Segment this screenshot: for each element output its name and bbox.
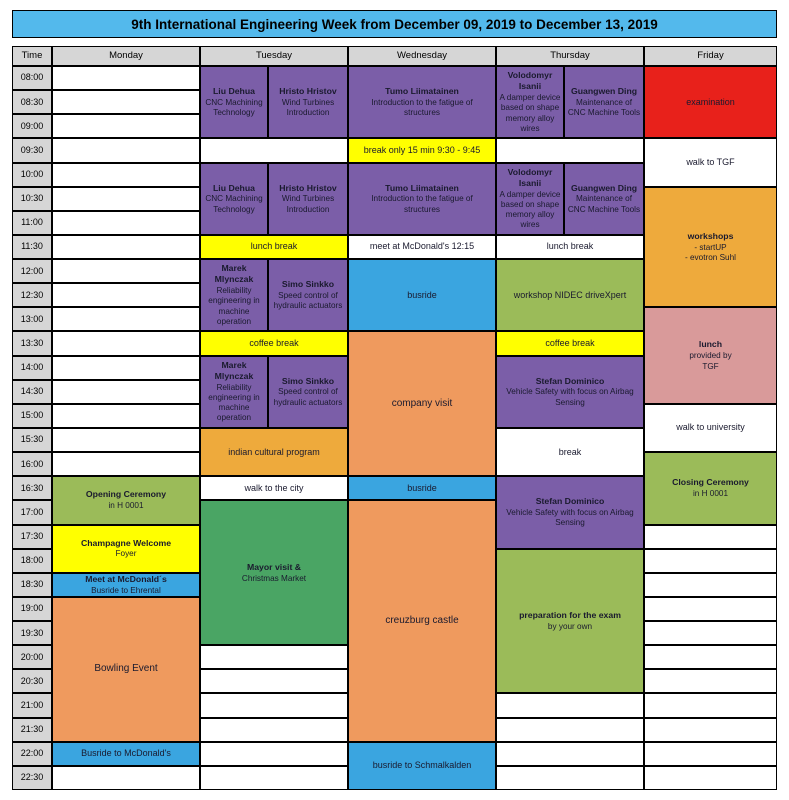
empty-slot (52, 259, 200, 283)
event-subtitle: Christmas Market (241, 573, 307, 583)
event-subtitle: Vehicle Safety with focus on Airbag Sensing (506, 387, 634, 407)
time-label: 22:30 (12, 766, 52, 790)
event-subtitle: CNC Machining Technology (205, 97, 263, 118)
event-tue-indian[interactable] (200, 428, 348, 476)
time-label: 19:00 (12, 597, 52, 621)
event-thu-stefan-1[interactable] (496, 356, 644, 428)
empty-slot (52, 428, 200, 452)
column-header-friday: Friday (644, 46, 777, 66)
column-header-wednesday: Wednesday (348, 46, 496, 66)
event-tue-simo-2[interactable] (268, 356, 348, 428)
empty-slot (644, 718, 777, 742)
time-label: 17:00 (12, 500, 52, 524)
empty-slot (644, 621, 777, 645)
event-title: workshops (687, 230, 734, 241)
time-label: 13:30 (12, 331, 52, 355)
event-thu-volodomyr-1[interactable] (496, 66, 564, 138)
event-wed-break[interactable] (348, 138, 496, 162)
event-title: Liu Dehua (213, 86, 255, 96)
event-subtitle: Wind Turbines Introduction (281, 97, 335, 118)
time-label: 19:30 (12, 621, 52, 645)
event-subtitle: in H 0001 (108, 501, 144, 511)
event-tue-simo-1[interactable] (268, 259, 348, 331)
column-header-tuesday: Tuesday (200, 46, 348, 66)
column-header-thursday: Thursday (496, 46, 644, 66)
event-title: Liu Dehua (213, 182, 255, 193)
empty-slot (52, 356, 200, 380)
event-subtitle: Reliability engineering in machine operation (208, 382, 260, 423)
empty-slot (644, 549, 777, 573)
schedule-grid (12, 46, 777, 790)
event-fri-workshops[interactable] (644, 187, 777, 308)
event-subtitle: Introduction to the fatigue of structures (371, 194, 473, 214)
event-title: Marek Mlynczak (214, 263, 254, 285)
event-title: Volodomyr Isanii (507, 70, 553, 92)
event-title: walk to university (676, 422, 745, 433)
event-subtitle: Wind Turbines Introduction (281, 194, 335, 214)
event-title: Stefan Dominico (535, 496, 605, 507)
empty-slot (52, 380, 200, 404)
event-thu-guangwen-1[interactable] (564, 66, 644, 138)
event-tue-liu-1[interactable] (200, 66, 268, 138)
event-mon-mcdonalds[interactable] (52, 573, 200, 597)
event-subtitle: - startUP - evotron Suhl (685, 242, 736, 262)
event-subtitle: by your own (547, 621, 593, 631)
event-title: break (558, 446, 582, 457)
event-title: Meet at McDonald´s (85, 573, 167, 584)
time-label: 09:30 (12, 138, 52, 162)
event-title: company visit (391, 397, 453, 409)
event-title: Bowling Event (94, 663, 158, 675)
empty-slot (52, 283, 200, 307)
event-title: Tumo Liimatainen (385, 182, 459, 193)
empty-slot (644, 742, 777, 766)
event-wed-mcd[interactable] (348, 235, 496, 259)
event-title: indian cultural program (228, 446, 320, 457)
event-title: busride to Schmalkalden (372, 760, 472, 771)
event-thu-lunch[interactable] (496, 235, 644, 259)
event-tue-liu-2[interactable] (200, 163, 268, 235)
time-label: 09:00 (12, 114, 52, 138)
event-title: Volodomyr Isanii (507, 166, 553, 188)
event-thu-break[interactable] (496, 428, 644, 476)
event-wed-busride-2[interactable] (348, 476, 496, 500)
event-title: preparation for the exam (519, 609, 621, 620)
event-thu-prep[interactable] (496, 549, 644, 694)
event-tue-lunch[interactable] (200, 235, 348, 259)
event-subtitle: Maintenance of CNC Machine Tools (567, 194, 641, 214)
event-title: busride (407, 289, 437, 300)
event-subtitle: Foyer (115, 549, 137, 559)
event-title: Mayor visit & (246, 561, 302, 572)
event-tue-marek-2[interactable] (200, 356, 268, 428)
empty-slot (496, 742, 644, 766)
empty-slot (200, 138, 348, 162)
event-title: lunch break (250, 241, 298, 252)
event-title: Simo Sinkko (281, 279, 335, 290)
event-title: Simo Sinkko (281, 375, 335, 386)
event-title: Guangwen Ding (570, 86, 638, 96)
empty-slot (200, 669, 348, 693)
event-tue-hristo-2[interactable] (268, 163, 348, 235)
event-title: coffee break (545, 337, 595, 348)
empty-slot (200, 742, 348, 766)
event-mon-opening[interactable] (52, 476, 200, 524)
event-title: Champagne Welcome (80, 537, 172, 548)
empty-slot (200, 718, 348, 742)
time-label: 20:00 (12, 645, 52, 669)
empty-slot (52, 66, 200, 90)
empty-slot (496, 766, 644, 790)
empty-slot (52, 138, 200, 162)
event-wed-busride-1[interactable] (348, 259, 496, 331)
event-title: Busride to McDonald's (81, 748, 171, 759)
event-subtitle: Introduction to the fatigue of structures (371, 97, 473, 118)
event-subtitle: Maintenance of CNC Machine Tools (567, 97, 641, 118)
time-label: 16:30 (12, 476, 52, 500)
event-subtitle: in H 0001 (692, 489, 729, 499)
event-title: Stefan Dominico (535, 375, 605, 386)
empty-slot (644, 693, 777, 717)
event-fri-exam[interactable] (644, 66, 777, 138)
empty-slot (52, 235, 200, 259)
time-label: 21:00 (12, 693, 52, 717)
time-label: 12:00 (12, 259, 52, 283)
event-title: examination (686, 96, 735, 107)
event-title: Tumo Liimatainen (385, 86, 459, 96)
event-subtitle: A damper device based on shape memory alloy wires (499, 189, 561, 230)
event-title: coffee break (249, 337, 299, 348)
empty-slot (52, 452, 200, 476)
time-label: 18:00 (12, 549, 52, 573)
column-header-time: Time (12, 46, 52, 66)
empty-slot (644, 573, 777, 597)
time-label: 21:30 (12, 718, 52, 742)
time-label: 10:00 (12, 163, 52, 187)
empty-slot (644, 645, 777, 669)
empty-slot (496, 693, 644, 717)
event-tue-walk[interactable] (200, 476, 348, 500)
event-title: Guangwen Ding (570, 182, 638, 193)
event-mon-busride-mcd[interactable] (52, 742, 200, 766)
event-title: meet at McDonald's 12:15 (369, 241, 475, 252)
event-fri-lunch[interactable] (644, 307, 777, 404)
event-thu-volodomyr-2[interactable] (496, 163, 564, 235)
event-title: workshop NIDEC driveXpert (513, 289, 627, 300)
event-subtitle: Busride to Ehrental (91, 585, 161, 595)
empty-slot (200, 766, 348, 790)
event-title: walk to the city (244, 482, 304, 493)
event-title: Hristo Hristov (279, 182, 337, 193)
event-subtitle: Reliability engineering in machine operation (208, 286, 260, 326)
event-title: lunch (698, 339, 723, 350)
column-header-monday: Monday (52, 46, 200, 66)
empty-slot (52, 187, 200, 211)
time-label: 13:00 (12, 307, 52, 331)
empty-slot (52, 307, 200, 331)
event-thu-coffee[interactable] (496, 331, 644, 355)
event-tue-hristo-1[interactable] (268, 66, 348, 138)
empty-slot (52, 211, 200, 235)
time-label: 12:30 (12, 283, 52, 307)
time-label: 11:30 (12, 235, 52, 259)
empty-slot (52, 114, 200, 138)
event-fri-closing[interactable] (644, 452, 777, 524)
page-title: 9th International Engineering Week from December 09, 2019 to December 13, 2019 (12, 10, 777, 38)
time-label: 15:30 (12, 428, 52, 452)
time-label: 22:00 (12, 742, 52, 766)
event-title: lunch break (546, 241, 594, 252)
event-thu-guangwen-2[interactable] (564, 163, 644, 235)
empty-slot (644, 766, 777, 790)
empty-slot (52, 331, 200, 355)
empty-slot (200, 645, 348, 669)
time-label: 14:00 (12, 356, 52, 380)
empty-slot (644, 597, 777, 621)
time-label: 16:00 (12, 452, 52, 476)
event-thu-nidec[interactable] (496, 259, 644, 331)
event-fri-walk-tgf[interactable] (644, 138, 777, 186)
time-label: 14:30 (12, 380, 52, 404)
event-title: Opening Ceremony (85, 489, 167, 500)
event-title: Hristo Hristov (279, 86, 337, 96)
empty-slot (52, 766, 200, 790)
time-label: 10:30 (12, 187, 52, 211)
empty-slot (496, 138, 644, 162)
event-mon-bowling[interactable] (52, 597, 200, 742)
empty-slot (200, 693, 348, 717)
time-label: 15:00 (12, 404, 52, 428)
event-title: creuzburg castle (385, 614, 459, 626)
event-fri-walk-uni[interactable] (644, 404, 777, 452)
event-subtitle: A damper device based on shape memory alloy wires (499, 93, 561, 133)
event-title: Closing Ceremony (672, 477, 749, 488)
event-subtitle: Speed control of hydraulic actuators (273, 290, 343, 311)
time-label: 08:30 (12, 90, 52, 114)
empty-slot (496, 718, 644, 742)
event-tue-coffee[interactable] (200, 331, 348, 355)
event-tue-marek-1[interactable] (200, 259, 268, 331)
empty-slot (644, 525, 777, 549)
event-wed-tumo-2[interactable] (348, 163, 496, 235)
event-subtitle: CNC Machining Technology (205, 194, 263, 214)
event-wed-creuzburg[interactable] (348, 500, 496, 741)
event-wed-busride-3[interactable] (348, 742, 496, 790)
event-wed-tumo-1[interactable] (348, 66, 496, 138)
time-label: 18:30 (12, 573, 52, 597)
event-tue-mayor[interactable] (200, 500, 348, 645)
time-label: 20:30 (12, 669, 52, 693)
empty-slot (52, 404, 200, 428)
event-subtitle: Vehicle Safety with focus on Airbag Sensing (506, 508, 634, 528)
event-title: walk to TGF (686, 156, 735, 167)
time-label: 11:00 (12, 211, 52, 235)
event-title: break only 15 min 9:30 - 9:45 (363, 144, 481, 155)
event-title: busride (407, 482, 437, 493)
empty-slot (52, 90, 200, 114)
time-label: 08:00 (12, 66, 52, 90)
empty-slot (52, 163, 200, 187)
event-subtitle: Speed control of hydraulic actuators (273, 387, 343, 407)
event-wed-company[interactable] (348, 331, 496, 476)
event-mon-champagne[interactable] (52, 525, 200, 573)
event-title: Marek Mlynczak (214, 359, 254, 381)
event-thu-stefan-2[interactable] (496, 476, 644, 548)
empty-slot (644, 669, 777, 693)
time-label: 17:30 (12, 525, 52, 549)
event-subtitle: provided by TGF (689, 351, 732, 371)
